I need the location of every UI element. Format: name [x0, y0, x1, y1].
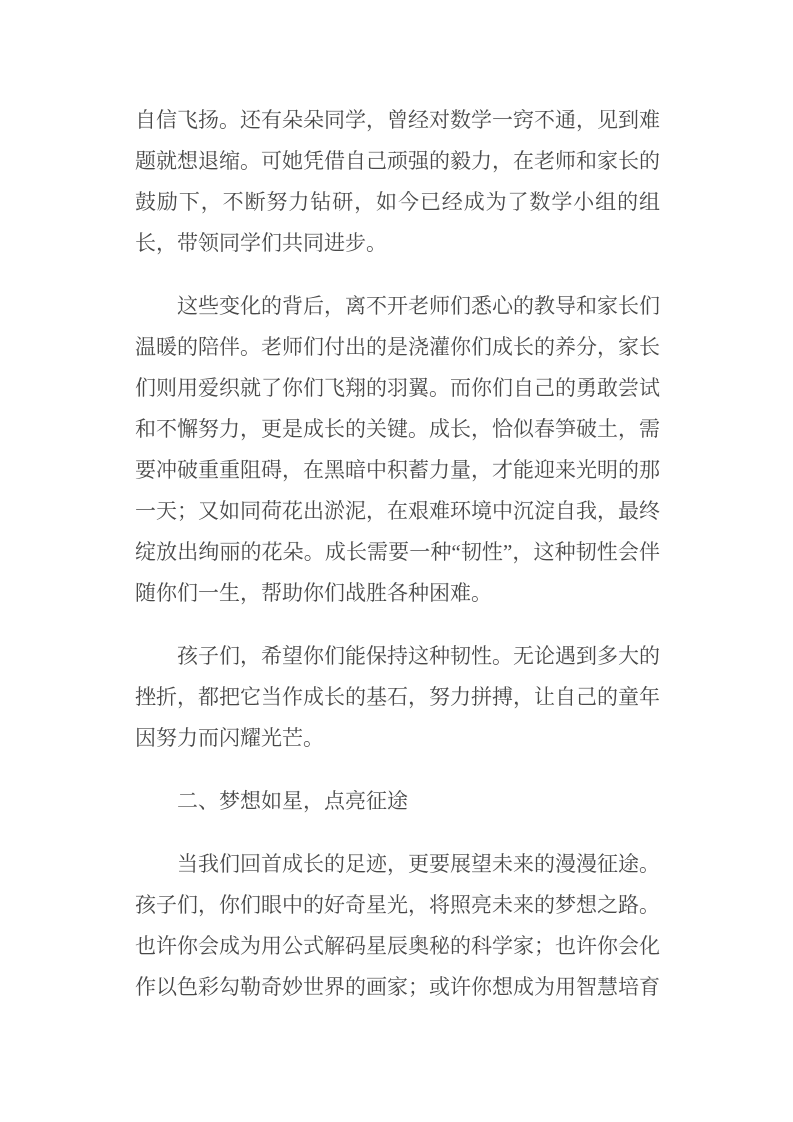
- body-paragraph: 自信飞扬。还有朵朵同学，曾经对数学一窍不通，见到难题就想退缩。可她凭借自己顽强的毅力，在老师和家长的鼓励下，不断努力钻研，如今已经成为了数学小组的组长，带领同学们共同进步。: [135, 108, 660, 255]
- body-paragraph: 这些变化的背后，离不开老师们悉心的教导和家长们温暖的陪伴。老师们付出的是浇灌你们成长的养分，家长们则用爱织就了你们飞翔的羽翼。而你们自己的勇敢尝试和不懈努力，更是成长的关键。成长，恰似春笋破土，需要冲破重重阻碍，在黑暗中积蓄力量，才能迎来光明的那一天；又如同荷花出淤泥，在艰难环境中沉淀自我，最终绽放出绚丽的花朵。成长需要一种“韧性”，这种韧性会伴随你们一生，帮助你们战胜各种困难。: [135, 294, 660, 605]
- body-paragraph: 孩子们，希望你们能保持这种韧性。无论遇到多大的挫折，都把它当作成长的基石，努力拼搏，让自己的童年因努力而闪耀光芒。: [135, 644, 660, 750]
- section-heading: 二、梦想如星，点亮征途: [177, 789, 408, 813]
- body-paragraph: 当我们回首成长的足迹，更要展望未来的漫漫征途。孩子们，你们眼中的好奇星光，将照亮未来的梦想之路。也许你会成为用公式解码星辰奥秘的科学家；也许你会化作以色彩勾勒奇妙世界的画家；或许你想成为用智慧培育: [135, 852, 660, 999]
